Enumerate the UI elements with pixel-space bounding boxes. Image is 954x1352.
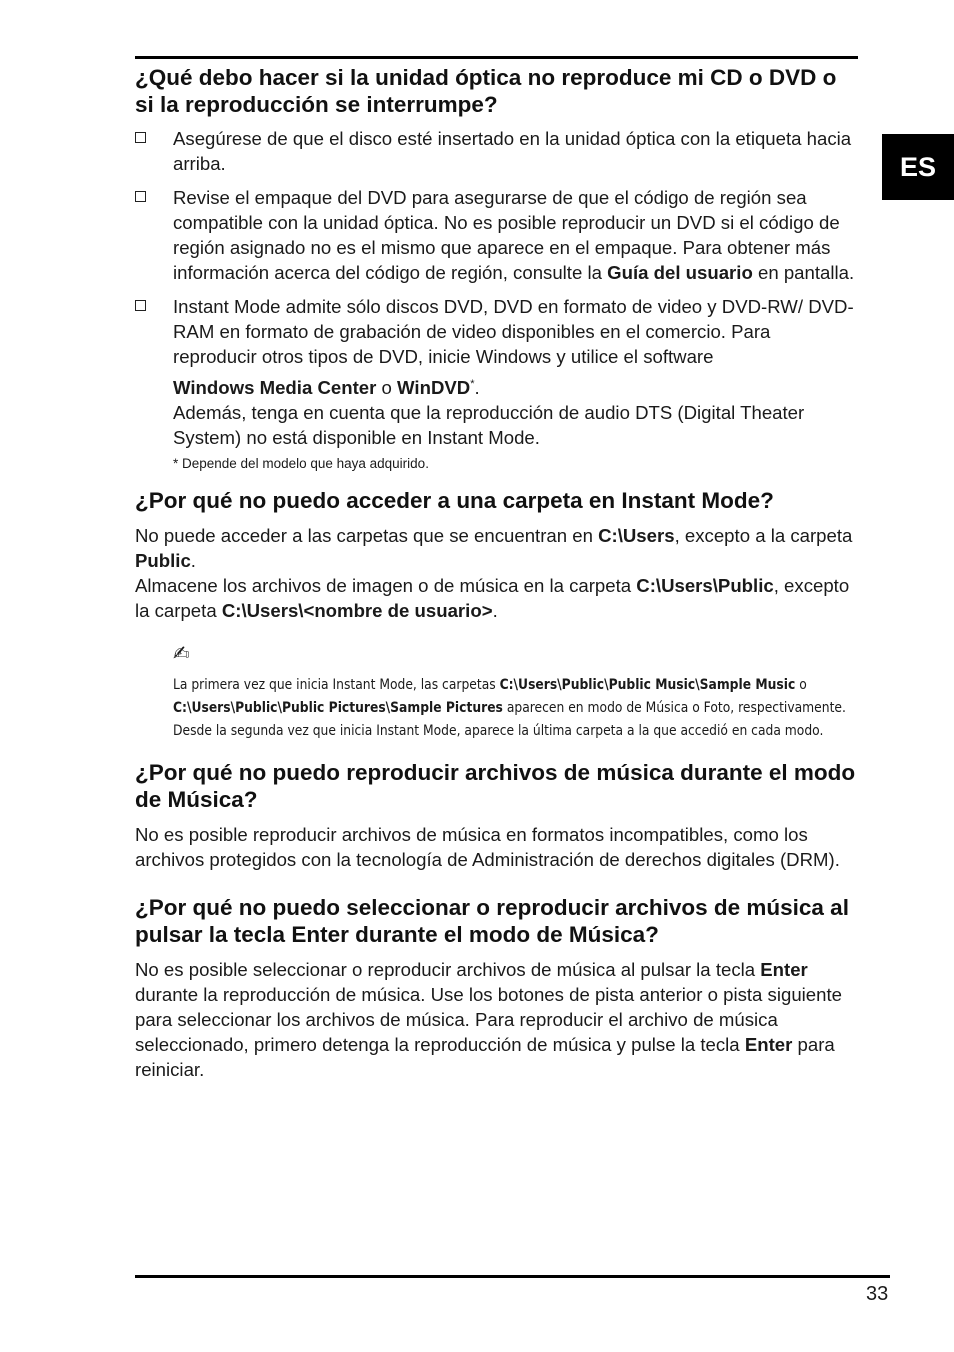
bullet-list — [135, 126, 857, 473]
footnote: * Depende del modelo que haya adquirido. — [173, 456, 429, 471]
paragraph: No puede acceder a las carpetas que se encuentran en C:\Users, excepto a la carpeta Public. Almacene los archivos de imagen o de música en la carpeta C:\Users\Public, excepto la carpeta C:\Users\<nombre de usuario>. — [135, 525, 853, 621]
section-heading: ¿Por qué no puedo acceder a una carpeta en Instant Mode? — [135, 488, 774, 513]
list-item — [135, 185, 857, 285]
language-tab: ES — [882, 134, 954, 200]
section-enter-key — [135, 894, 857, 1082]
checkbox-bullet-icon — [135, 132, 146, 143]
bullet-text: Revise el empaque del DVD para asegurarse de que el código de región sea compatible con la unidad óptica. No es posible reproducir un DVD si el código de región asignado no es el mismo que aparece en el empaque. Para obtener más información acerca del código de región, consulte la Guía del usuario en pantalla. — [173, 187, 855, 283]
bullet-text: Instant Mode admite sólo discos DVD, DVD en formato de video y DVD-RW/ DVD-RAM en formato de grabación de video disponibles en el comercio. Para reproducir otros tipos de DVD, inicie Windows y utilice el software Windows Media Center o WinDVD*. Además, tenga en cuenta que la reproducción de audio DTS (Digital Theater System) no está disponible en Instant Mode. * Depende del modelo que haya adquirido. — [173, 294, 857, 473]
section-heading: ¿Por qué no puedo seleccionar o reproducir archivos de música al pulsar la tecla Enter durante el modo de Música? — [135, 895, 849, 947]
paragraph: No es posible seleccionar o reproducir archivos de música al pulsar la tecla Enter durante la reproducción de música. Use los botones de pista anterior o pista siguiente para seleccionar los archivos de música. Para reproducir el archivo de música seleccionado, primero detenga la reproducción de música y pulse la tecla Enter para reiniciar. — [135, 959, 842, 1080]
list-item — [135, 294, 857, 473]
checkbox-bullet-icon — [135, 300, 146, 311]
page-content — [135, 64, 857, 1082]
note-text: La primera vez que inicia Instant Mode, las carpetas C:\Users\Public\Public Music\Sample Music o C:\Users\Public\Public Pictures\Sample Pictures aparecen en modo de Música o Foto, respectivamente. Desde la segunda vez que inicia Instant Mode, aparece la última carpeta a la que accedió en cada modo. — [173, 677, 846, 739]
bottom-rule — [135, 1275, 890, 1278]
section-heading: ¿Por qué no puedo reproducir archivos de música durante el modo de Música? — [135, 760, 856, 812]
top-rule — [135, 56, 858, 59]
page-number: 33 — [866, 1283, 889, 1305]
section-instant-mode-folder — [135, 487, 857, 743]
note-box — [173, 643, 859, 743]
bullet-text: Asegúrese de que el disco esté insertado en la unidad óptica con la etiqueta hacia arriba. — [173, 128, 852, 174]
section-heading: ¿Qué debo hacer si la unidad óptica no reproduce mi CD o DVD o si la reproducción se interrumpe? — [135, 65, 837, 117]
paragraph: No es posible reproducir archivos de música en formatos incompatibles, como los archivos protegidos con la tecnología de Administración de derechos digitales (DRM). — [135, 824, 840, 870]
section-optical-drive — [135, 64, 857, 473]
list-item — [135, 126, 857, 176]
section-music-playback — [135, 759, 857, 872]
checkbox-bullet-icon — [135, 191, 146, 202]
note-pencil-icon: ✍ — [173, 643, 190, 665]
